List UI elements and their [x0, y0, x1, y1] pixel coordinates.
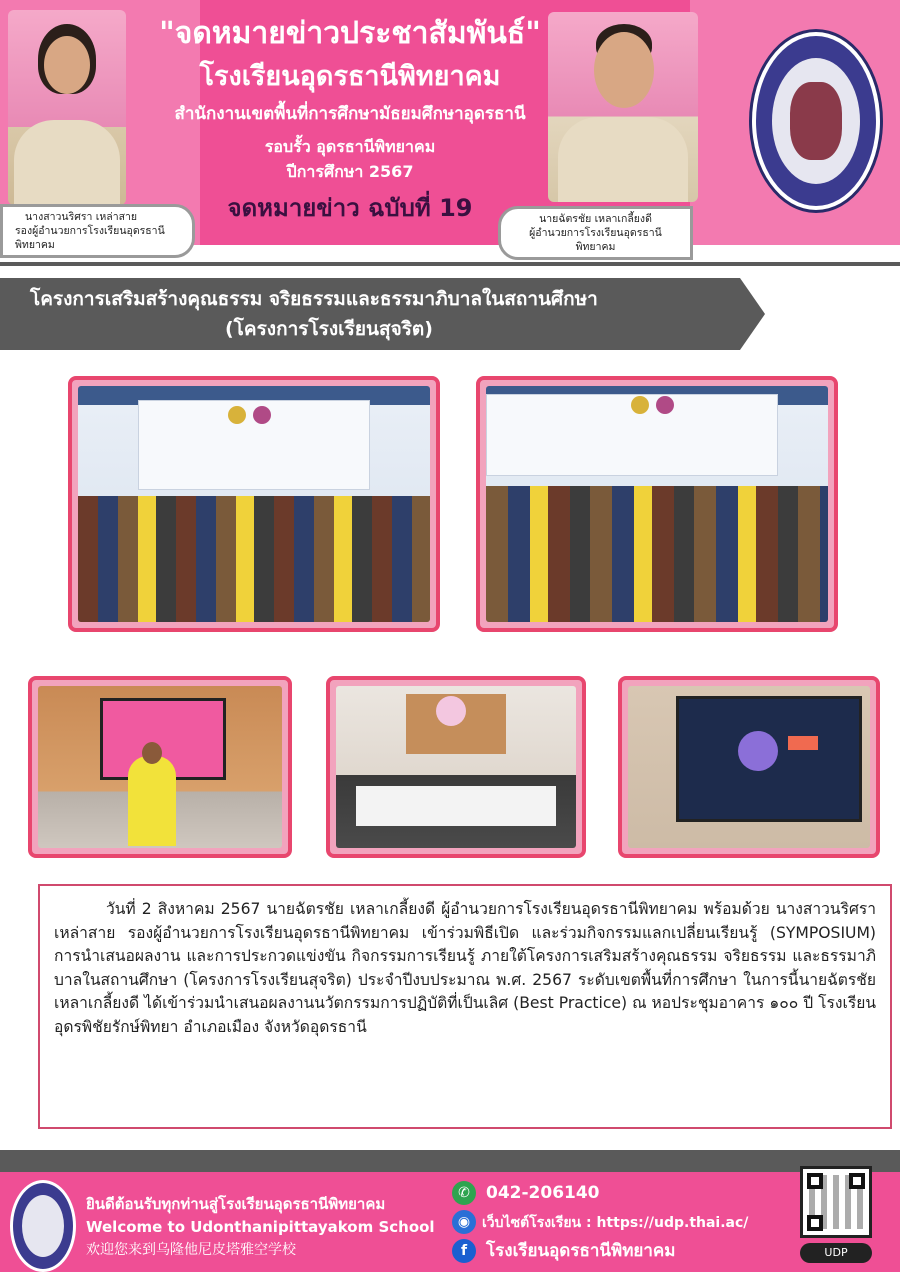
newsletter-column: รอบรั้ว อุดรธานีพิทยาคม: [264, 137, 436, 156]
footer-divider: [0, 1150, 900, 1172]
slide-screen-photo: [618, 676, 880, 858]
footer-school-emblem: [10, 1180, 76, 1272]
deputy-director-name: นางสาวนริศรา เหล่าสาย: [25, 211, 138, 223]
phone-number[interactable]: 042-206140: [486, 1183, 600, 1203]
director-photo: [548, 12, 698, 202]
section-title-line1: โครงการเสริมสร้างคุณธรรม จริยธรรมและธรรมาภิบาลในสถานศึกษา: [30, 288, 598, 310]
globe-icon: ◉: [452, 1210, 476, 1234]
phone-icon: ✆: [452, 1181, 476, 1205]
qr-code[interactable]: [800, 1166, 872, 1238]
deputy-director-role: รองผู้อำนวยการโรงเรียนอุดรธานีพิทยาคม: [15, 225, 165, 251]
school-emblem-logo: [752, 32, 880, 210]
section-title: [30, 284, 750, 344]
issue-number: จดหมายข่าว ฉบับที่ 19: [227, 194, 473, 222]
school-name: โรงเรียนอุดรธานีพิทยาคม: [199, 61, 501, 92]
qr-label: UDP: [800, 1243, 872, 1263]
presentation-photo: [28, 676, 292, 858]
deputy-director-photo: [8, 10, 126, 205]
meeting-photo: [326, 676, 586, 858]
academic-year: ปีการศึกษา 2567: [286, 162, 414, 181]
facebook-icon: f: [452, 1239, 476, 1263]
director-role: ผู้อำนวยการโรงเรียนอุดรธานีพิทยาคม: [529, 227, 662, 253]
news-body: วันที่ 2 สิงหาคม 2567 นายฉัตรชัย เหลาเกลี้ยงดี ผู้อำนวยการโรงเรียนอุดรธานีพิทยาคม พร้อมด้วย นางสาวนริศรา เหล่าสาย รองผู้อำนวยการโรงเรียนอุดรธานีพิทยาคม เข้าร่วมพิธีเปิด และร่วมกิจกรรมแลกเปลี่ยนเรียนรู้ (SYMPOSIUM) การนำเสนอผลงาน และการประกวดแข่งขัน กิจกรรมการเรียนรู้ ภายใต้โครงการเสริมสร้างคุณธรรม จริยธรรม และธรรมาภิบาลในสถานศึกษา (โครงการโรงเรียนสุจริต) ประจำปีงบประมาณ พ.ศ. 2567 ระดับเขตพื้นที่การศึกษา ในการนี้นายฉัตรชัย เหลาเกลี้ยงดี ได้เข้าร่วมนำเสนอผลงานนวัตกรรมการปฏิบัติที่เป็นเลิศ (Best Practice) ณ หอประชุมอาคาร ๑๐๐ ปี โรงเรียนอุดรพิชัยรักษ์พิทยา อำเภอเมือง จังหวัดอุดรธานี: [54, 900, 876, 1036]
group-photo-2: [476, 376, 838, 632]
website-link[interactable]: เว็บไซต์โรงเรียน : https://udp.thai.ac/: [482, 1215, 749, 1231]
news-text-box: [38, 884, 892, 1129]
education-office: สำนักงานเขตพื้นที่การศึกษามัธยมศึกษาอุดรธานี: [174, 104, 526, 124]
welcome-english: Welcome to Udonthanipittayakom School: [86, 1218, 435, 1236]
divider: [0, 262, 900, 266]
facebook-link[interactable]: โรงเรียนอุดรธานีพิทยาคม: [486, 1241, 676, 1261]
director-name: นายฉัตรชัย เหลาเกลี้ยงดี: [539, 213, 652, 225]
newsletter-title: "จดหมายข่าวประชาสัมพันธ์": [159, 16, 541, 51]
deputy-director-tag: [0, 204, 195, 258]
director-tag: [498, 206, 693, 260]
group-photo-1: [68, 376, 440, 632]
section-title-line2: (โครงการโรงเรียนสุจริต): [225, 318, 433, 340]
welcome-thai: ยินดีต้อนรับทุกท่านสู่โรงเรียนอุดรธานีพิทยาคม: [86, 1195, 386, 1213]
welcome-chinese: 欢迎您来到乌隆他尼皮塔雅空学校: [86, 1242, 296, 1258]
